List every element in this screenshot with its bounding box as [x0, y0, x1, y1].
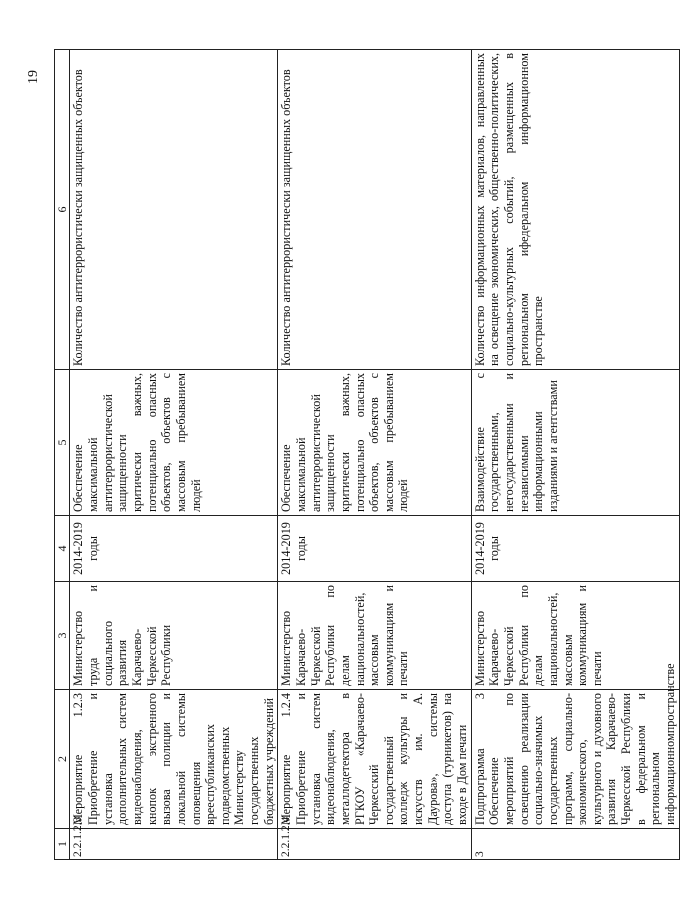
executor-cell: Министерство Карачаево-Черкесской Республики по делам национальностей, массовым коммуникациям и печати — [278, 582, 471, 690]
years-cell: 2014-2019 годы — [70, 516, 278, 582]
table-header-row — [55, 50, 70, 860]
row-number: 2.2.1.2.4 — [278, 829, 471, 860]
column-header: 5 — [55, 370, 70, 516]
event-cell: Подпрограмма 3 Обеспечение мероприятий по освещению реализации социально-значимых государственных программ, социально-экономического, культурного и духовного развития Карачаево-Черкесской Республики в федеральном и региональном информационномпространстве — [471, 690, 679, 829]
indicator-cell: Количество антитеррористически защищенных объектов — [70, 50, 278, 370]
rotated-page — [18, 50, 678, 860]
table-row — [471, 50, 679, 860]
document-page — [18, 50, 678, 860]
page-number: 19 — [26, 70, 41, 84]
row-number: 3 — [471, 829, 679, 860]
column-header: 2 — [55, 690, 70, 829]
column-header: 6 — [55, 50, 70, 370]
program-table — [54, 49, 680, 860]
table-row — [70, 50, 278, 860]
years-cell: 2014-2019 годы — [278, 516, 471, 582]
table-row — [278, 50, 471, 860]
years-cell: 2014-2019 годы — [471, 516, 679, 582]
executor-cell: Министерство Карачаево-Черкесской Республики по делам национальностей, массовым коммуникациям и печати — [471, 582, 679, 690]
result-cell: Обеспечение максимальной антитеррористической защищенности критически важных, потенциально опасных объектов, объектов с массовым пребыванием людей — [278, 370, 471, 516]
column-header: 4 — [55, 516, 70, 582]
result-cell: Взаимодействие с государственными, негосударственными и независимыми информационными изданиями и агентствами — [471, 370, 679, 516]
indicator-cell: Количество информационных материалов, направленных на освещение экономических, общественно-политических, социально-культурных событий, размещенных в региональном ифедеральном информационном пространстве — [471, 50, 679, 370]
column-header: 1 — [55, 829, 70, 860]
event-cell: Мероприятие 1.2.4 Приобретение и установка систем видеонаблюдения, металлодетектора в РГКОУ «Карачаево-Черкесский государственный колледж культуры и искусств им. А. Даурова», системы доступа (турникетов) на входе в Дом печати — [278, 690, 471, 829]
result-cell: Обеспечение максимальной антитеррористической защищенности критически важных, потенциально опасных объектов, объектов с массовым пребыванием людей — [70, 370, 278, 516]
column-header: 3 — [55, 582, 70, 690]
event-cell: Мероприятие 1.2.3 Приобретение и установка дополнительных систем видеонаблюдения, кнопок экстренного вызова полиции и локальной системы оповещения врееспубликанских подведомственных Министерству государственных бюджетных учреждений — [70, 690, 278, 829]
executor-cell: Министерство труда и социального развития Карачаево-Черкесской Республики — [70, 582, 278, 690]
row-number: 2.2.1.2.3 — [70, 829, 278, 860]
indicator-cell: Количество антитеррористически защищенных объектов — [278, 50, 471, 370]
